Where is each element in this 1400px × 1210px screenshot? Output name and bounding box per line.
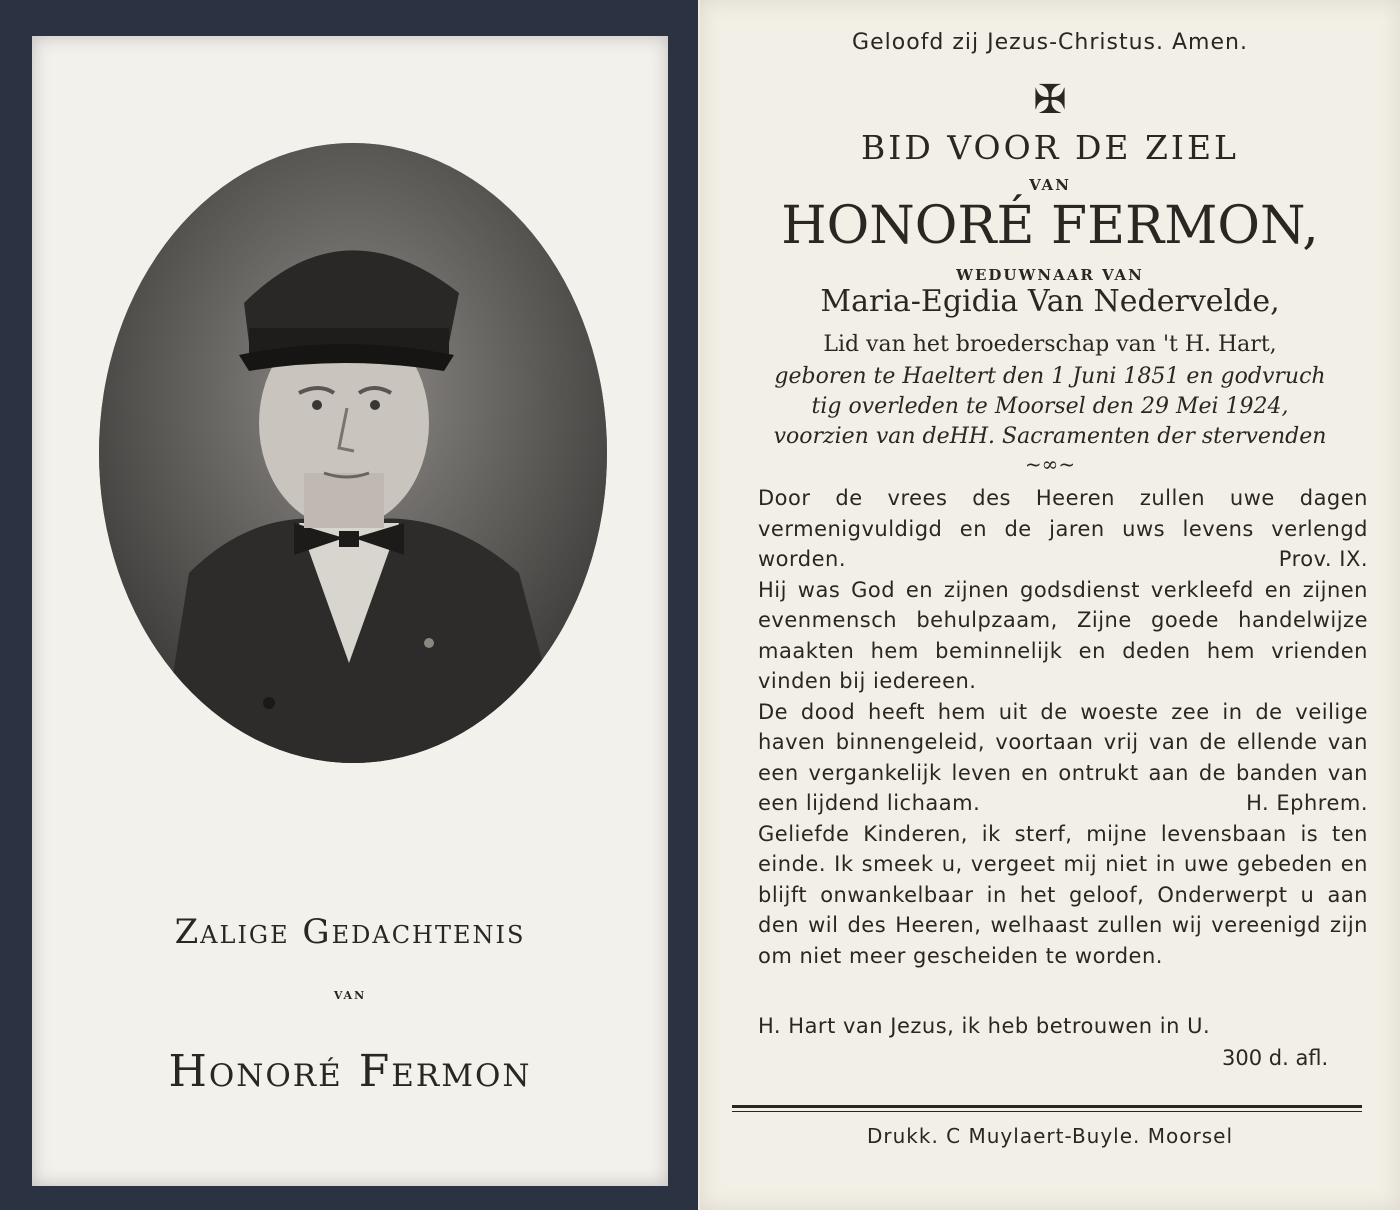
left-heading: Zalige Gedachtenis: [174, 912, 526, 952]
praise-line: Geloofd zij Jezus-Christus. Amen.: [852, 30, 1248, 55]
indulgence-note: 300 d. afl.: [1222, 1046, 1329, 1070]
paragraph-text: De dood heeft hem uit de woeste zee in de veilige haven binnengeleid, voortaan vrij van de ellende van een vergankelijk leven en ontrukt aan de banden van een lijdend lichaam.: [758, 699, 1368, 815]
divider-thin: [732, 1111, 1362, 1112]
paragraph: [758, 819, 1368, 972]
flourish-divider: ~∞~: [1024, 452, 1076, 476]
closing-prayer: H. Hart van Jezus, ik heb betrouwen in U.: [758, 1014, 1211, 1038]
cross-icon: ✠: [1033, 77, 1067, 123]
paragraph-text: Geliefde Kinderen, ik sterf, mijne levensbaan is ten einde. Ik smeek u, vergeet mij niet in uwe gebeden en blijft onwankelbaar in het geloof, Onderwerpt u aan den wil des Heeren, welhaast zullen wij vereenigd zijn om niet meer gescheiden te worden.: [758, 821, 1368, 968]
left-van: van: [333, 984, 367, 1003]
membership-line: Lid van het broederschap van 't H. Hart,: [823, 332, 1277, 357]
sacraments-line: voorzien van deHH. Sacramenten der stervenden: [773, 424, 1327, 449]
card-front-panel: [32, 36, 668, 1186]
deceased-name: HONORÉ FERMON,: [781, 196, 1319, 256]
memorial-card-front: [0, 0, 698, 1210]
prayer-heading: BID VOOR DE ZIEL: [861, 128, 1239, 167]
paragraph-text: Door de vrees des Heeren zullen uwe dagen vermenigvuldigd en de jaren uws levens verlengd worden.: [758, 486, 1368, 571]
spouse-name: Maria-Egidia Van Nedervelde,: [820, 284, 1280, 319]
left-name: Honoré Fermon: [168, 1046, 532, 1097]
printer-credit: Drukk. C Muylaert-Buyle. Moorsel: [867, 1124, 1233, 1148]
van-label: VAN: [1029, 176, 1071, 194]
death-line: tig overleden te Moorsel den 29 Mei 1924,: [811, 394, 1289, 419]
paragraph-text: Hij was God en zijnen godsdienst verkleefd en zijnen evenmensch behulpzaam, Zijne goede handelwijze maakten hem beminnelijk en deden hem vrienden vinden bij iedereen.: [758, 577, 1368, 693]
scripture-reference: H. Ephrem.: [1246, 791, 1368, 815]
memorial-text: [758, 483, 1368, 971]
scripture-reference: Prov. IX.: [1278, 547, 1368, 571]
paragraph: [758, 575, 1368, 697]
portrait-photo: [99, 143, 607, 763]
birth-line: geboren te Haeltert den 1 Juni 1851 en godvruch: [774, 364, 1326, 389]
widower-label: WEDUWNAAR VAN: [956, 266, 1144, 284]
paragraph: [758, 697, 1368, 819]
divider-thick: [732, 1105, 1362, 1108]
paragraph: [758, 483, 1368, 575]
